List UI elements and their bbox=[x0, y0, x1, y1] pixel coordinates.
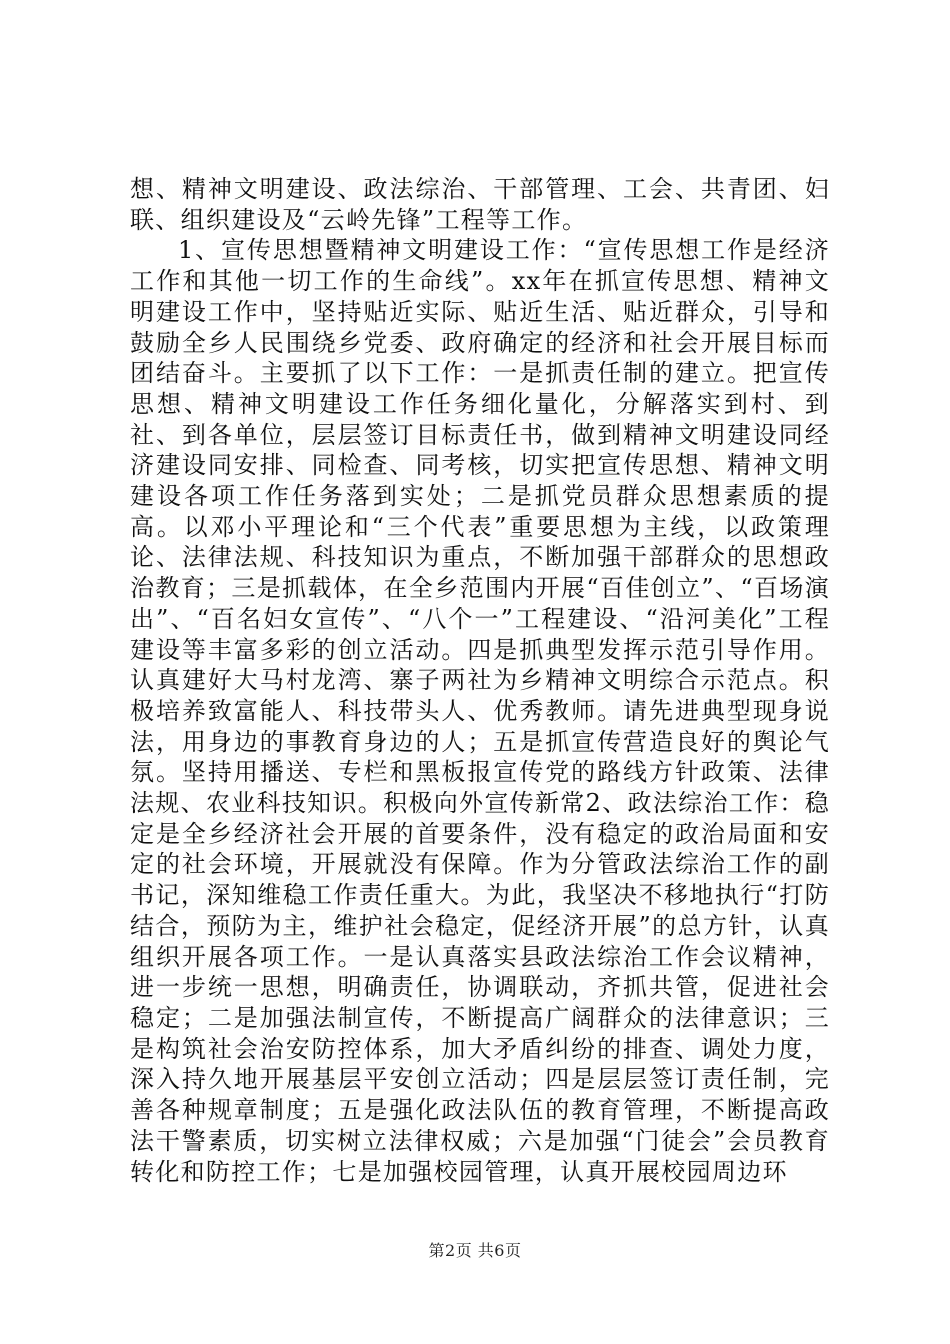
page-number-footer: 第2页 共6页 bbox=[428, 1241, 522, 1260]
paragraph-continuation: 想、精神文明建设、政法综治、干部管理、工会、共青团、妇联、组织建设及“云岭先锋”工程等工作。 bbox=[130, 175, 830, 234]
body-text bbox=[130, 174, 830, 1187]
paragraph-propaganda-and-legal-work: 1、宣传思想暨精神文明建设工作：“宣传思想工作是经济工作和其他一切工作的生命线”。xx年在抓宣传思想、精神文明建设工作中，坚持贴近实际、贴近生活、贴近群众，引导和鼓励全乡人民围绕乡党委、政府确定的经济和社会开展目标而团结奋斗。主要抓了以下工作：一是抓责任制的建立。把宣传思想、精神文明建设工作任务细化量化，分解落实到村、到社、到各单位，层层签订目标责任书，做到精神文明建设同经济建设同安排、同检查、同考核，切实把宣传思想、精神文明建设各项工作任务落到实处；二是抓党员群众思想素质的提高。以邓小平理论和“三个代表”重要思想为主线，以政策理论、法律法规、科技知识为重点，不断加强干部群众的思想政治教育；三是抓载体，在全乡范围内开展“百佳创立”、“百场演出”、“百名妇女宣传”、“八个一”工程建设、“沿河美化”工程建设等丰富多彩的创立活动。四是抓典型发挥示范引导作用。认真建好大马村龙湾、寨子两社为乡精神文明综合示范点。积极培养致富能人、科技带头人、优秀教师。请先进典型现身说法，用身边的事教育身边的人；五是抓宣传营造良好的舆论气氛。坚持用播送、专栏和黑板报宣传党的路线方针政策、法律法规、农业科技知识。积极向外宣传新常2、政法综治工作：稳定是全乡经济社会开展的首要条件，没有稳定的政治局面和安定的社会环境，开展就没有保障。作为分管政法综治工作的副书记，深知维稳工作责任重大。为此，我坚决不移地执行“打防结合，预防为主，维护社会稳定，促经济开展”的总方针，认真组织开展各项工作。一是认真落实县政法综治工作会议精神，进一步统一思想，明确责任，协调联动，齐抓共管，促进社会稳定；二是加强法制宣传，不断提高广阔群众的法律意识；三是构筑社会治安防控体系，加大矛盾纠纷的排查、调处力度，深入持久地开展基层平安创立活动；四是层层签订责任制，完善各种规章制度；五是强化政法队伍的教育管理，不断提高政法干警素质，切实树立法律权威；六是加强“门徒会”会员教育转化和防控工作；七是加强校园管理，认真开展校园周边环 bbox=[130, 236, 830, 1186]
